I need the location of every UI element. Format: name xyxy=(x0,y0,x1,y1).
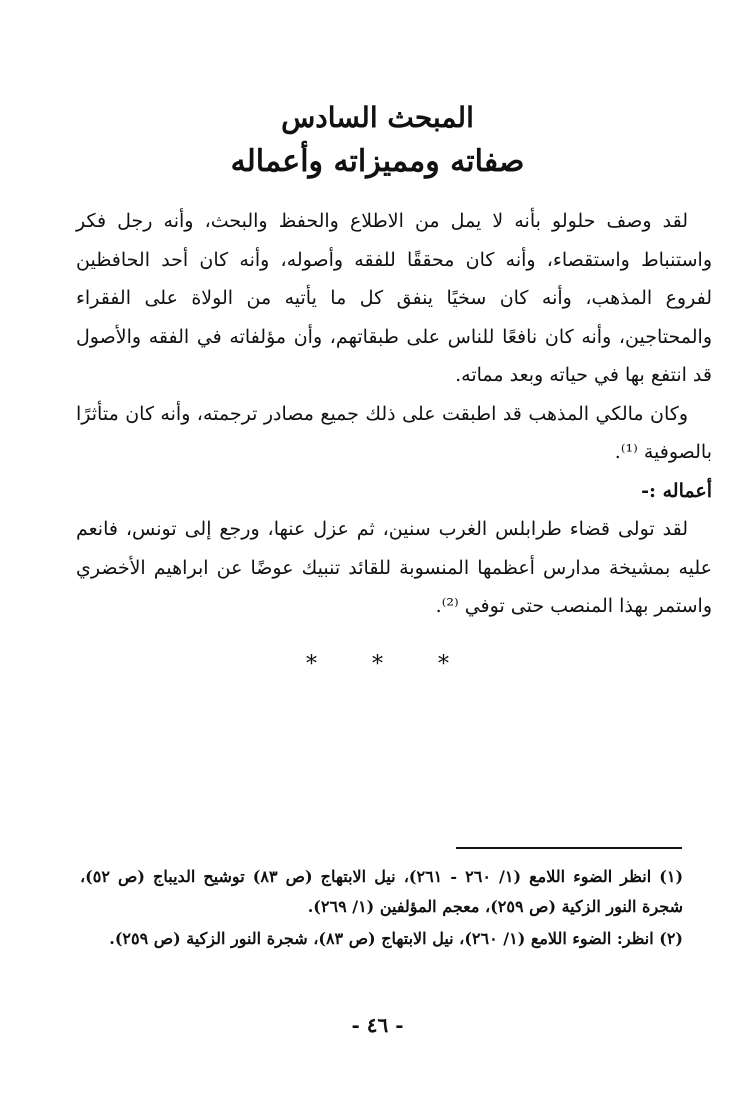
separator-star: * xyxy=(372,652,383,677)
separator-star: * xyxy=(438,652,449,677)
section-title: المبحث السادس xyxy=(281,101,474,134)
subsection-label-works: أعماله :- xyxy=(641,479,712,502)
footnote-1: (١) انظر الضوء اللامع (١/ ٢٦٠ - ٢٦١)، نيل الابتهاج (ص ٨٣) توشيح الديباج (ص ٥٢)، شجرة النور الزكية (ص ٢٥٩)، معجم المؤلفين (١/ ٢٦٩). xyxy=(80,867,684,916)
paragraph-madhhab: وكان مالكي المذهب قد اطبقت على ذلك جميع مصادر ترجمته، وأنه كان متأثرًا بالصوفية ⁽¹⁾. xyxy=(76,402,712,463)
chapter-heading xyxy=(0,96,755,184)
footnotes xyxy=(80,862,683,956)
separator-star: * xyxy=(306,652,317,677)
section-separator xyxy=(0,652,755,677)
paragraph-description: لقد وصف حلولو بأنه لا يمل من الاطلاع والحفظ والبحث، وأنه رجل فكر واستنباط واستقصاء، وأنه كان محققًا للفقه وأصوله، وأنه كان أحد الحافظين لفروع المذهب، وأنه كان سخيًا ينفق كل ما يأتيه من الولاة على الفقراء والمحتاجين، وأنه كان نافعًا للناس على طبقاتهم، وأن مؤلفاته في الفقه والأصول قد انتفع بها في حياته وبعد مماته. xyxy=(76,210,712,386)
page-number: - ٤٦ - xyxy=(351,1013,404,1037)
footnote-2: (٢) انظر: الضوء اللامع (١/ ٢٦٠)، نيل الابتهاج (ص ٨٣)، شجرة النور الزكية (ص ٢٥٩). xyxy=(109,929,683,948)
footnote-rule xyxy=(456,847,682,849)
section-subtitle: صفاته ومميزاته وأعماله xyxy=(230,144,525,179)
paragraph-works: لقد تولى قضاء طرابلس الغرب سنين، ثم عزل عنها، ورجع إلى تونس، فانعم عليه بمشيخة مدارس أعظمها المنسوبة للقائد تنبيك عوضًا عن ابراهيم الأخضري واستمر بهذا المنصب حتى توفي ⁽²⁾. xyxy=(76,518,712,617)
body-text xyxy=(76,202,712,626)
